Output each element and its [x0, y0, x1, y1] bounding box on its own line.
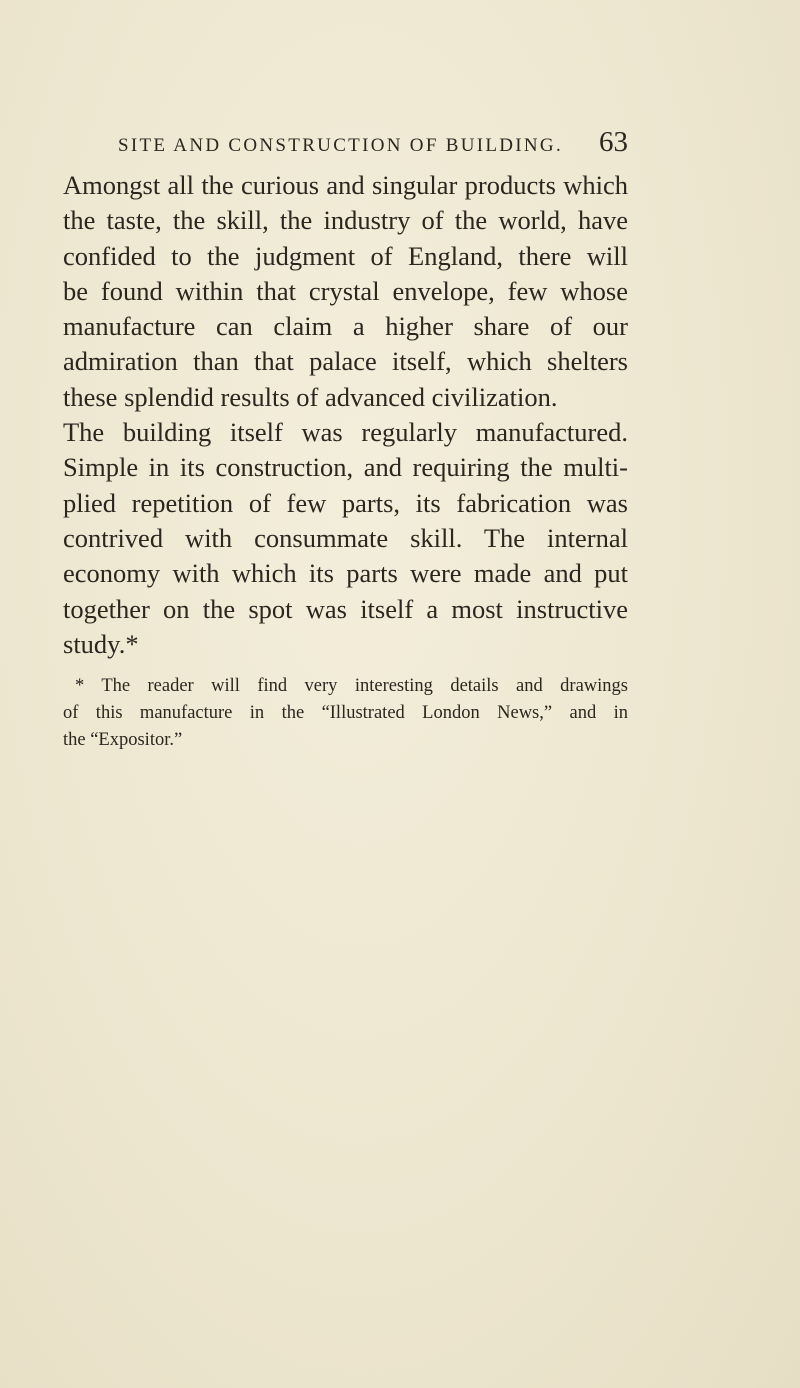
text-line: contrived with consummate skill. The internal [63, 522, 628, 553]
text-line: together on the spot was itself a most instructive [63, 593, 628, 624]
text-line: be found within that crystal envelope, few whose [63, 275, 628, 306]
body-text [63, 168, 628, 662]
footnote-line: * The reader will find very interesting details and drawings [75, 676, 628, 696]
page-number: 63 [599, 126, 628, 158]
text-line: Amongst all the curious and singular products which [63, 170, 628, 200]
text-line: plied repetition of few parts, its fabrication was [63, 487, 628, 518]
running-head [118, 126, 628, 167]
footnote-line: of this manufacture in the “Illustrated London News,” and in [63, 703, 628, 723]
footnote [63, 673, 628, 754]
text-line: these splendid results of advanced civilization. [63, 381, 558, 412]
text-line: the taste, the skill, the industry of the world, have [63, 205, 628, 236]
footnote-line: the “Expositor.” [63, 730, 183, 750]
text-line: economy with which its parts were made and put [63, 558, 628, 589]
running-title: SITE AND CONSTRUCTION OF BUILDING. [118, 135, 564, 156]
text-line: Simple in its construction, and requiring the multi- [63, 452, 628, 483]
text-line: The building itself was regularly manufactured. [63, 417, 628, 448]
text-line: study.* [63, 628, 139, 659]
text-line: manufacture can claim a higher share of our [63, 311, 628, 342]
text-line: confided to the judgment of England, there will [63, 240, 628, 271]
text-line: admiration than that palace itself, which shelters [63, 346, 628, 377]
